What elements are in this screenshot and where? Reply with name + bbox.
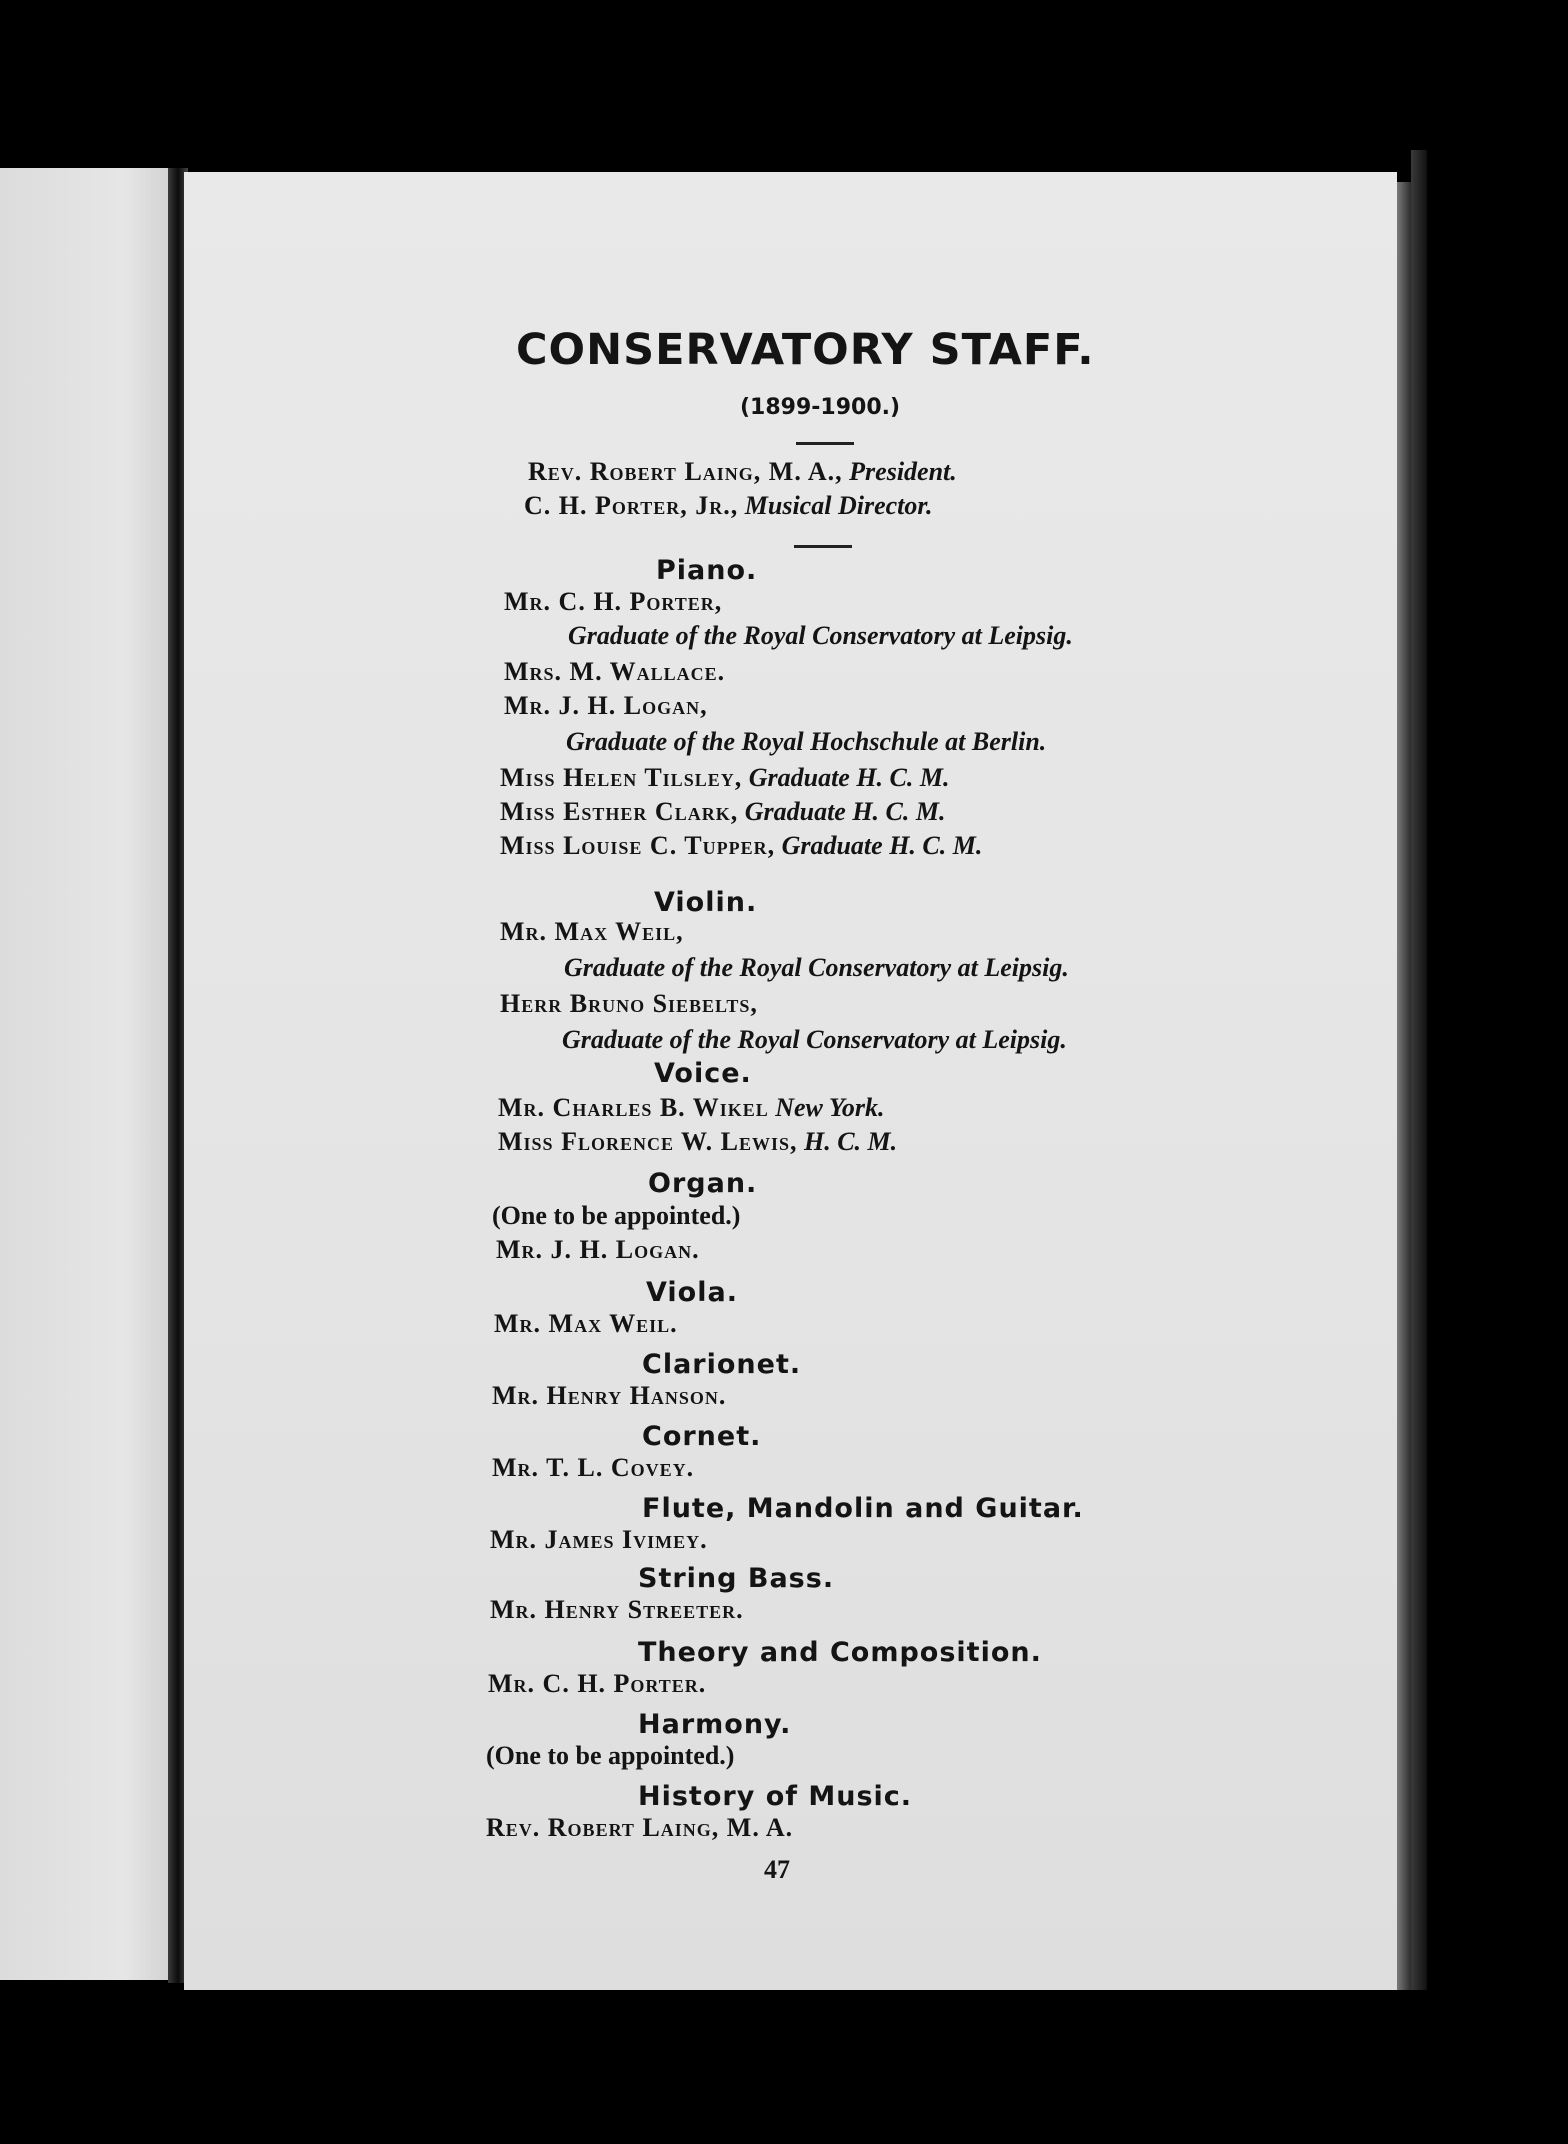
- staff-note: Graduate of the Royal Conservatory at Leipsig.: [564, 953, 1069, 982]
- section-heading-violin: Violin.: [654, 887, 758, 918]
- staff-name: Mr. Henry Streeter.: [490, 1595, 744, 1624]
- staff-name: Mr. C. H. Porter.: [488, 1669, 707, 1698]
- section-heading-theory-composition: Theory and Composition.: [638, 1637, 1042, 1668]
- officer-role: Musical Director.: [744, 491, 933, 520]
- staff-entry: [500, 797, 946, 827]
- rule: [796, 442, 854, 445]
- staff-name: Rev. Robert Laing, M. A.: [486, 1813, 794, 1842]
- staff-name: Mr. Henry Hanson.: [492, 1381, 727, 1410]
- staff-entry: [498, 1093, 885, 1123]
- rule: [794, 545, 852, 548]
- staff-note: Graduate of the Royal Conservatory at Leipsig.: [568, 621, 1073, 650]
- staff-name: Miss Florence W. Lewis,: [498, 1127, 798, 1156]
- staff-name: Mr. J. H. Logan,: [504, 691, 708, 720]
- staff-name: Miss Helen Tilsley,: [500, 763, 743, 792]
- section-heading-cornet: Cornet.: [642, 1421, 762, 1452]
- section-heading-harmony: Harmony.: [638, 1709, 792, 1740]
- section-heading-viola: Viola.: [646, 1277, 738, 1308]
- page-edge: [1397, 182, 1411, 1990]
- staff-note: Graduate H. C. M.: [781, 831, 983, 860]
- staff-listing: [486, 325, 1246, 1895]
- staff-name: Mrs. M. Wallace.: [504, 657, 726, 686]
- section-heading-flute-mandolin-guitar: Flute, Mandolin and Guitar.: [642, 1493, 1084, 1524]
- officer-director: [524, 491, 933, 521]
- staff-name: Mr. Max Weil.: [494, 1309, 678, 1338]
- staff-name: Mr. T. L. Covey.: [492, 1453, 695, 1482]
- staff-name: Mr. J. H. Logan.: [496, 1235, 700, 1264]
- left-page: [0, 168, 178, 1980]
- staff-name: (One to be appointed.): [486, 1741, 735, 1770]
- staff-note: H. C. M.: [803, 1127, 898, 1156]
- section-heading-organ: Organ.: [648, 1168, 758, 1199]
- officer-name: Rev. Robert Laing, M. A.,: [528, 457, 843, 486]
- staff-note: Graduate of the Royal Hochschule at Berlin.: [566, 727, 1047, 756]
- staff-note: New York.: [775, 1093, 885, 1122]
- officer-president: [528, 457, 957, 487]
- staff-name: (One to be appointed.): [492, 1201, 741, 1230]
- staff-name: Mr. Charles B. Wikel: [498, 1093, 769, 1122]
- staff-note: Graduate H. C. M.: [744, 797, 946, 826]
- section-heading-voice: Voice.: [654, 1058, 752, 1089]
- staff-name: Mr. Max Weil,: [500, 917, 684, 946]
- staff-name: Mr. C. H. Porter,: [504, 587, 723, 616]
- staff-entry: [500, 763, 950, 793]
- staff-entry: [498, 1127, 897, 1157]
- page-title: CONSERVATORY STAFF.: [516, 325, 1095, 375]
- section-heading-clarionet: Clarionet.: [642, 1349, 802, 1380]
- section-heading-history-of-music: History of Music.: [638, 1781, 913, 1812]
- year-range: (1899-1900.): [740, 395, 901, 420]
- section-heading-piano: Piano.: [656, 555, 758, 586]
- staff-name: Miss Louise C. Tupper,: [500, 831, 776, 860]
- officer-name: C. H. Porter, Jr.,: [524, 491, 739, 520]
- staff-name: Herr Bruno Siebelts,: [500, 989, 758, 1018]
- staff-name: Mr. James Ivimey.: [490, 1525, 708, 1554]
- staff-note: Graduate H. C. M.: [748, 763, 950, 792]
- page-number: 47: [764, 1855, 790, 1884]
- section-heading-string-bass: String Bass.: [638, 1563, 835, 1594]
- staff-name: Miss Esther Clark,: [500, 797, 739, 826]
- book-cover-edge: [1411, 150, 1427, 1990]
- staff-entry: [500, 831, 982, 861]
- officer-role: President.: [849, 457, 957, 486]
- staff-note: Graduate of the Royal Conservatory at Leipsig.: [562, 1025, 1067, 1054]
